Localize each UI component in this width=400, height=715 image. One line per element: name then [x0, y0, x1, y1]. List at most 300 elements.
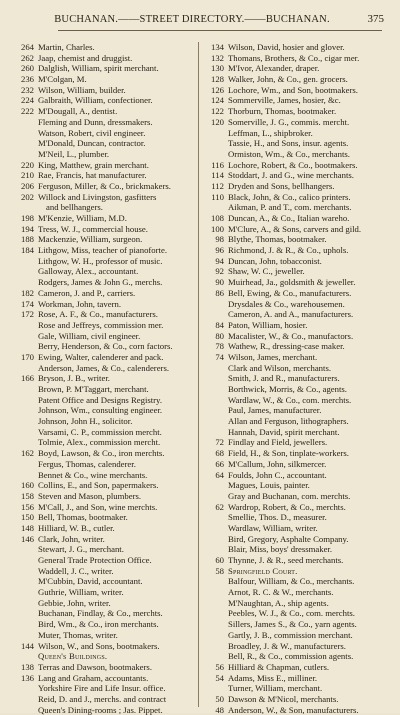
- house-number: 198: [20, 213, 34, 223]
- directory-entry: [14, 470, 202, 481]
- directory-entry: [204, 448, 392, 459]
- directory-entry: [14, 256, 202, 267]
- house-number: 264: [20, 42, 34, 52]
- entry-text: Fleming and Dunn, dressmakers.: [38, 116, 153, 127]
- running-title: BUCHANAN.——STREET DIRECTORY.——BUCHANAN.: [54, 14, 330, 25]
- entry-text: M'Ivor, Alexander, draper.: [228, 63, 320, 74]
- house-number: 68: [215, 448, 224, 459]
- directory-entry: [204, 641, 392, 652]
- entry-text: Bird, Gregory, Asphalte Company.: [228, 533, 349, 544]
- directory-entry: [14, 416, 202, 427]
- entry-text: Broadley, J. & W., manufacturers.: [228, 640, 346, 651]
- left-column: [14, 42, 202, 715]
- house-number: 166: [20, 373, 34, 384]
- directory-entry: [14, 117, 202, 128]
- house-number: 122: [210, 106, 224, 117]
- directory-entry: [204, 544, 392, 555]
- entry-text: Thomans, Brothers, & Co., cigar mer.: [228, 52, 360, 63]
- house-number: 144: [20, 640, 34, 651]
- entry-text: Duncan, A., & Co., Italian wareho.: [228, 213, 350, 223]
- entry-text: Watson, Robert, civil engineer.: [38, 127, 146, 138]
- directory-entry: [204, 277, 392, 288]
- directory-entry: [14, 705, 202, 715]
- directory-entry: [14, 630, 202, 641]
- directory-entry: [204, 576, 392, 587]
- entry-text: Hannah, David, spirit merchant.: [228, 426, 340, 437]
- directory-entry: [204, 502, 392, 513]
- house-number: 160: [20, 480, 34, 491]
- directory-entry: [14, 673, 202, 684]
- entry-text: Lochore, Wm., and Son, bootmakers.: [228, 84, 358, 95]
- house-number: 60: [215, 555, 224, 565]
- entry-text: Borthwick, Morris, & Co., agents.: [228, 384, 347, 394]
- house-number: 232: [20, 84, 34, 95]
- house-number: 260: [20, 63, 34, 74]
- house-number: 210: [20, 170, 34, 181]
- directory-entry: [14, 437, 202, 448]
- directory-entry: [14, 683, 202, 694]
- house-number: 80: [215, 330, 224, 341]
- entry-text: Fergus, Thomas, calenderer.: [38, 458, 136, 469]
- directory-entry: [204, 53, 392, 64]
- directory-entry: [204, 117, 392, 128]
- house-number: 72: [215, 437, 224, 448]
- house-number: 128: [210, 74, 224, 85]
- house-number: 262: [20, 52, 34, 63]
- entry-text: Stewart, J. G., merchant.: [38, 544, 124, 555]
- directory-entry: [14, 309, 202, 320]
- directory-entry: [14, 405, 202, 416]
- directory-entry: [14, 694, 202, 705]
- directory-entry: [204, 352, 392, 363]
- entry-text: Wardlaw, William, writer.: [228, 522, 318, 533]
- house-number: 66: [215, 458, 224, 469]
- house-number: 194: [20, 223, 34, 234]
- directory-entry: [14, 341, 202, 352]
- house-number: 188: [20, 234, 34, 245]
- entry-text: Ormiston, Wm., & Co., merchants.: [228, 148, 350, 159]
- house-number: 78: [215, 341, 224, 352]
- entry-text: Cameron, A. and A., manufacturers.: [228, 309, 354, 320]
- directory-entry: [14, 266, 202, 277]
- directory-entry: [14, 224, 202, 235]
- house-number: 100: [210, 223, 224, 234]
- directory-entry: [204, 705, 392, 715]
- directory-entry: [204, 523, 392, 534]
- house-number: 130: [210, 63, 224, 74]
- entry-text: Jaap, chemist and druggist.: [38, 52, 133, 63]
- entry-text: Terras and Dawson, bootmakers.: [38, 661, 152, 672]
- house-number: 170: [20, 351, 34, 362]
- entry-text: Wardrop, Robert, & Co., merchts.: [228, 501, 346, 512]
- entry-text: Gartly, J. B., commission merchant.: [228, 629, 353, 640]
- directory-entry: [204, 651, 392, 662]
- directory-entry: [14, 331, 202, 342]
- directory-entry: [14, 619, 202, 630]
- directory-entry: [204, 694, 392, 705]
- entry-text: Walker, John, & Co., gen. grocers.: [228, 74, 348, 85]
- directory-entry: [204, 673, 392, 684]
- entry-text: M'Clure, A., & Sons, carvers and gild.: [228, 223, 362, 234]
- entry-text: Sillers, James S., & Co., yarn agents.: [228, 619, 357, 630]
- directory-entry: [204, 416, 392, 427]
- house-number: 112: [211, 180, 224, 191]
- directory-entry: [14, 566, 202, 577]
- entry-text: Berry, Henderson, & Co., corn factors.: [38, 341, 173, 352]
- directory-entry: [204, 555, 392, 566]
- house-number: 116: [211, 159, 224, 170]
- directory-entry: [14, 160, 202, 171]
- directory-entry: [204, 373, 392, 384]
- house-number: 132: [210, 52, 224, 63]
- directory-entry: [204, 224, 392, 235]
- entry-text: M'Callum, John, silkmercer.: [228, 458, 327, 469]
- entry-text: Galbraith, William, confectioner.: [38, 95, 153, 106]
- directory-entry: [204, 437, 392, 448]
- house-number: 114: [211, 170, 224, 181]
- entry-text: Allan and Ferguson, lithographers.: [228, 416, 349, 427]
- directory-entry: [14, 427, 202, 438]
- house-number: 120: [210, 116, 224, 127]
- house-number: 148: [20, 522, 34, 533]
- entry-text: Muter, Thomas, writer.: [38, 629, 118, 640]
- house-number: 84: [215, 319, 224, 330]
- house-number: 182: [20, 287, 34, 298]
- house-number: 224: [20, 95, 34, 106]
- entry-text: Ewing, Walter, calenderer and pack.: [38, 351, 164, 362]
- directory-entry: [204, 459, 392, 470]
- directory-entry: [204, 491, 392, 502]
- entry-text: Bryson, J. B., writer.: [38, 373, 110, 384]
- entry-text: M'Naughtan, A., ship agents.: [228, 597, 329, 608]
- entry-text: Wathew, R., dressing-case maker.: [228, 341, 345, 352]
- entry-text: Adams, Miss E., milliner.: [228, 672, 318, 683]
- entry-text: Magues, Louis, painter.: [228, 480, 310, 491]
- entry-text: Paton, William, hosier.: [228, 319, 308, 330]
- entry-text: Bell, Ewing, & Co., manufacturers.: [228, 287, 352, 298]
- directory-entry: [204, 128, 392, 139]
- entry-text: Hilliard & Chapman, cutlers.: [228, 661, 330, 672]
- directory-entry: [204, 331, 392, 342]
- directory-entry: [204, 149, 392, 160]
- entry-text: Lang and Graham, accountants.: [38, 672, 149, 683]
- entry-text: Bird, Wm., & Co., iron merchants.: [38, 619, 159, 630]
- directory-entry: [14, 598, 202, 609]
- entry-text: Tassie, H., and Sons, insur. agents.: [228, 138, 349, 149]
- entry-text: Dalglish, William, spirit merchant.: [38, 63, 159, 74]
- directory-entry: [204, 42, 392, 53]
- entry-text: Dawson & M'Nicol, merchants.: [228, 693, 339, 704]
- directory-entry: [14, 53, 202, 64]
- directory-entry: [14, 480, 202, 491]
- entry-text: Clark and Wilson, merchants.: [228, 362, 331, 373]
- house-number: 98: [215, 234, 224, 245]
- directory-entry: [14, 42, 202, 53]
- directory-entry: [14, 544, 202, 555]
- entry-text: Lithgow, W. H., professor of music.: [38, 255, 163, 266]
- entry-text: Cameron, J. and P., carriers.: [38, 287, 136, 298]
- entry-text: Balfour, William, & Co., merchants.: [228, 576, 355, 587]
- directory-entry: [14, 95, 202, 106]
- directory-entry: [204, 202, 392, 213]
- directory-entry: [204, 405, 392, 416]
- directory-entry: [204, 630, 392, 641]
- entry-text: Steven and Mason, plumbers.: [38, 490, 142, 501]
- section-heading: [204, 566, 392, 577]
- entry-text: M'Neil, L., plumber.: [38, 148, 110, 159]
- entry-text: Aikman, P. and T., com. merchants.: [228, 202, 352, 213]
- entry-text: Turner, William, merchant.: [228, 683, 323, 694]
- entry-text: Drysdales & Co., warehousemen.: [228, 298, 345, 309]
- entry-text: Ferguson, Miller, & Co., brickmakers.: [38, 180, 171, 191]
- entry-text: Waddell, J. C., writer.: [38, 565, 114, 576]
- house-number: 236: [20, 74, 34, 85]
- entry-text: Arnot, R. C. & W., merchants.: [228, 587, 334, 598]
- directory-entry: [204, 234, 392, 245]
- entry-text: Rose and Jeffreys, commission mer.: [38, 319, 164, 330]
- entry-text: Varsami, C. P., commission mercht.: [38, 426, 162, 437]
- entry-text: Foulds, John C., accountant.: [228, 469, 327, 480]
- house-number: 58: [215, 565, 224, 576]
- directory-entry: [204, 213, 392, 224]
- house-number: 156: [20, 501, 34, 512]
- directory-entry: [204, 384, 392, 395]
- directory-entry: [14, 662, 202, 673]
- directory-entry: [204, 256, 392, 267]
- entry-text: Bell, Thomas, bootmaker.: [38, 512, 128, 523]
- directory-entry: [204, 95, 392, 106]
- directory-entry: [204, 512, 392, 523]
- entry-text: Martin, Charles.: [38, 42, 95, 52]
- entry-text: Tolmie, Alex., commission mercht.: [38, 437, 161, 448]
- entry-text: Findlay and Field, jewellers.: [228, 437, 328, 448]
- right-column: [204, 42, 392, 715]
- directory-entry: [204, 85, 392, 96]
- directory-entry: [204, 662, 392, 673]
- directory-entry: [204, 74, 392, 85]
- section-heading: [14, 651, 202, 662]
- entry-text: Hilliard, W. B., cutler.: [38, 522, 115, 533]
- entry-text: Leffman, L., shipbroker.: [228, 127, 313, 138]
- directory-entry: [14, 641, 202, 652]
- house-number: 136: [20, 672, 34, 683]
- entry-text: Gebbie, John, writer.: [38, 597, 111, 608]
- entry-text: Collins, E., and Son, papermakers.: [38, 480, 159, 491]
- entry-text: Wilson, David, hosier and glover.: [228, 42, 345, 52]
- entry-text: Patent Office and Designs Registry.: [38, 394, 163, 405]
- entry-text: Peebles, W. J., & Co., com. merchts.: [228, 608, 355, 619]
- house-number: 146: [20, 533, 34, 544]
- directory-entry: [14, 213, 202, 224]
- entry-text: King, Matthew, grain merchant.: [38, 159, 149, 170]
- entry-text: Workman, John, tavern.: [38, 298, 122, 309]
- entry-text: Tress, W. J., commercial house.: [38, 223, 148, 234]
- directory-entry: [204, 608, 392, 619]
- entry-text: Anderson, James, & Co., calenderers.: [38, 362, 169, 373]
- entry-text: Paul, James, manufacturer.: [228, 405, 322, 416]
- entry-text: Rodgers, James & John G., merchs.: [38, 277, 163, 288]
- directory-entry: [14, 202, 202, 213]
- page-number: 375: [367, 13, 384, 25]
- directory-entry: [14, 170, 202, 181]
- house-number: 184: [20, 245, 34, 256]
- entry-text: Bennet & Co., wine merchants.: [38, 469, 148, 480]
- directory-entry: [14, 608, 202, 619]
- entry-text: Gale, William, civil engineer.: [38, 330, 141, 341]
- directory-entry: [14, 555, 202, 566]
- entry-text: and bellhangers.: [46, 202, 103, 213]
- directory-entry: [14, 245, 202, 256]
- directory-entry: [14, 299, 202, 310]
- directory-entry: [14, 128, 202, 139]
- directory-entry: [204, 181, 392, 192]
- directory-entry: [14, 181, 202, 192]
- directory-entry: [14, 534, 202, 545]
- entry-text: Buchanan, Findlay, & Co., merchts.: [38, 608, 163, 619]
- entry-text: M'Donald, Duncan, contractor.: [38, 138, 146, 149]
- house-number: 94: [215, 255, 224, 266]
- house-number: 56: [215, 661, 224, 672]
- entry-text: Boyd, Lawson, & Co., iron merchts.: [38, 448, 165, 459]
- directory-entry: [204, 106, 392, 117]
- directory-entry: [14, 587, 202, 598]
- directory-entry: [204, 160, 392, 171]
- entry-text: Brown, P. M'Taggart, merchant.: [38, 384, 149, 394]
- entry-text: Gray and Buchanan, com. merchts.: [228, 490, 351, 501]
- directory-entry: [14, 576, 202, 587]
- house-number: 124: [210, 95, 224, 106]
- entry-text: Guthrie, William, writer.: [38, 587, 124, 598]
- directory-entry: [14, 491, 202, 502]
- entry-text: Galloway, Alex., accountant.: [38, 266, 139, 277]
- entry-text: Field, H., & Son, tinplate-workers.: [228, 448, 349, 459]
- entry-text: Lithgow, Miss, teacher of pianoforte.: [38, 245, 167, 256]
- directory-entry: [204, 288, 392, 299]
- entry-text: Wilson, W., and Sons, bootmakers.: [38, 640, 160, 651]
- entry-text: Macalister, W., & Co., manufactors.: [228, 330, 354, 341]
- house-number: 202: [20, 191, 34, 202]
- entry-text: Dryden and Sons, bellhangers.: [228, 180, 335, 191]
- directory-entry: [204, 341, 392, 352]
- entry-text: Mackenzie, William, surgeon.: [38, 234, 143, 245]
- entry-text: Wilson, James, merchant.: [228, 351, 318, 362]
- entry-text: Duncan, John, tobacconist.: [228, 255, 322, 266]
- directory-entry: [204, 138, 392, 149]
- entry-text: Shaw, W. C., jeweller.: [228, 266, 305, 277]
- entry-text: Bell, R., & Co., commission agents.: [228, 651, 354, 662]
- house-number: 64: [215, 469, 224, 480]
- house-number: 220: [20, 159, 34, 170]
- directory-entry: [14, 384, 202, 395]
- directory-entry: [204, 363, 392, 374]
- entry-text: M'Kenzie, William, M.D.: [38, 213, 127, 223]
- entry-text: Sommerville, James, hosier, &c.: [228, 95, 341, 106]
- directory-entry: [204, 598, 392, 609]
- directory-entry: [204, 192, 392, 203]
- directory-entry: [14, 277, 202, 288]
- house-number: 48: [215, 704, 224, 715]
- directory-entry: [204, 619, 392, 630]
- entry-text: Blythe, Thomas, bootmaker.: [228, 234, 327, 245]
- entry-text: M'Call, J., and Son, wine merchts.: [38, 501, 158, 512]
- entry-text: Rose, A. F., & Co., manufacturers.: [38, 309, 158, 320]
- house-number: 206: [20, 180, 34, 191]
- entry-text: M'Dougall, A., dentist.: [38, 106, 118, 117]
- directory-entry: [204, 170, 392, 181]
- house-number: 50: [215, 693, 224, 704]
- directory-entry: [204, 470, 392, 481]
- entry-text: Richmond, J. & R., & Co., uphols.: [228, 245, 349, 256]
- page-header: [36, 14, 384, 28]
- entry-text: Rae, Francis, hat manufacturer.: [38, 170, 147, 181]
- directory-entry: [14, 85, 202, 96]
- directory-entry: [204, 427, 392, 438]
- directory-entry: [204, 534, 392, 545]
- directory-entry: [14, 523, 202, 534]
- directory-entry: [14, 106, 202, 117]
- directory-entry: [14, 459, 202, 470]
- house-number: 54: [215, 672, 224, 683]
- entry-text: M'Colgan, M.: [38, 74, 87, 85]
- directory-entry: [204, 266, 392, 277]
- entry-text: Somerville, J. G., commis. mercht.: [228, 116, 350, 127]
- house-number: 96: [215, 245, 224, 256]
- entry-text: Queen's Buildings.: [38, 651, 108, 662]
- entry-text: M'Cubbin, David, accountant.: [38, 576, 143, 587]
- directory-entry: [14, 63, 202, 74]
- entry-text: Muirhead, Ja., goldsmith & jeweller.: [228, 277, 356, 288]
- entry-text: Queen's Dining-rooms ; Jas. Pippet.: [38, 704, 163, 715]
- entry-text: General Trade Protection Office.: [38, 555, 152, 565]
- entry-text: Blair, Miss, boys' dressmaker.: [228, 544, 333, 555]
- directory-entry: [14, 363, 202, 374]
- directory-entry: [14, 502, 202, 513]
- directory-entry: [14, 288, 202, 299]
- entry-text: Clark, John, writer.: [38, 533, 105, 544]
- directory-entry: [204, 320, 392, 331]
- directory-entry: [14, 149, 202, 160]
- directory-entry: [14, 138, 202, 149]
- entry-text: Yorkshire Fire and Life Insur. office.: [38, 683, 166, 694]
- directory-entry: [14, 352, 202, 363]
- entry-text: Stoddart, J. and G., wine merchants.: [228, 170, 354, 181]
- directory-entry: [14, 234, 202, 245]
- house-number: 174: [20, 298, 34, 309]
- entry-text: Springfield Court.: [228, 565, 298, 576]
- directory-entry: [14, 74, 202, 85]
- entry-text: Black, John, & Co., calico printers.: [228, 191, 351, 202]
- header-rule: [58, 30, 382, 31]
- entry-text: Lochore, Robert, & Co., bootmakers.: [228, 159, 358, 170]
- directory-entry: [204, 395, 392, 406]
- house-number: 62: [215, 501, 224, 512]
- entry-text: Reid, D. and J., merchs. and contract: [38, 693, 167, 704]
- house-number: 158: [20, 490, 34, 501]
- entry-text: Thynne, J. & R., seed merchants.: [228, 555, 344, 565]
- house-number: 110: [211, 191, 224, 202]
- house-number: 172: [20, 309, 34, 320]
- house-number: 108: [210, 213, 224, 223]
- directory-entry: [204, 63, 392, 74]
- house-number: 162: [20, 448, 34, 459]
- directory-entry: [204, 299, 392, 310]
- entry-text: Smellie, Thos. D., measurer.: [228, 512, 327, 523]
- directory-entry: [14, 373, 202, 384]
- house-number: 134: [210, 42, 224, 52]
- house-number: 86: [215, 287, 224, 298]
- house-number: 138: [20, 661, 34, 672]
- entry-text: Thorburn, Thomas, bootmaker.: [228, 106, 337, 117]
